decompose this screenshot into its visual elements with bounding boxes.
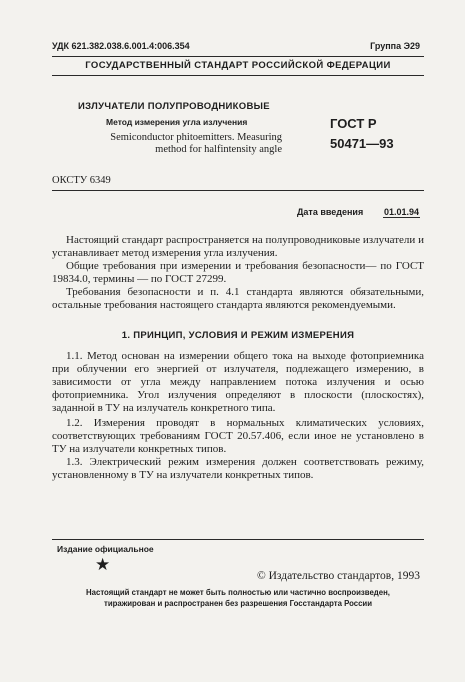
gost-label: ГОСТ Р: [330, 116, 377, 131]
header-rule-bottom: [52, 75, 424, 76]
okstu-rule: [52, 190, 424, 191]
clause-1-2: 1.2. Измерения проводят в нормальных климатических условиях, соответствующих требованиям ГОСТ 20.57.406, если иное не установлено в ТУ на излучатели конкретных типов.: [52, 417, 424, 455]
star-icon: ★: [95, 555, 111, 574]
clause-1-1: 1.1. Метод основан на измерении общего тока на выходе фотоприемника при облучении его энергией от излучателя, подлежащего измерению, в зависимости от угла между направлением потока излучения и осью фотоприемника. Угол излучения определяют в плоскости (плоскостях), заданной в ТУ на излучатель конкретного типа.: [52, 350, 424, 414]
intro-paragraph-3: Требования безопасности и п. 4.1 стандарта являются обязательными, остальные требования настоящего стандарта являются рекомендуемыми.: [52, 286, 424, 311]
okstu-code: ОКСТУ 6349: [52, 175, 111, 186]
method-title-ru: Метод измерения угла излучения: [106, 117, 248, 127]
method-title-en-line2: method for halfintensity angle: [155, 144, 282, 155]
footer-rule: [52, 539, 424, 540]
header-rule-top: [52, 56, 424, 57]
copyright: © Издательство стандартов, 1993: [256, 570, 420, 582]
date-value: 01.01.94: [384, 207, 420, 217]
udk-code: УДК 621.382.038.6.001.4:006.354: [52, 41, 190, 51]
reproduction-notice-line2: тиражирован и распространен без разрешения Госстандарта России: [104, 599, 372, 608]
date-label: Дата введения: [297, 207, 364, 217]
method-title-en-line1: Semiconductor phitoemitters. Measuring: [110, 132, 282, 143]
gost-number: 50471—93: [330, 136, 394, 151]
group-code: Группа Э29: [370, 41, 420, 51]
reproduction-notice-line1: Настоящий стандарт не может быть полностью или частично воспроизведен,: [86, 588, 390, 597]
clause-1-3: 1.3. Электрический режим измерения должен соответствовать режиму, установленному в ТУ на излучатели конкретных типов.: [52, 456, 424, 481]
section-heading: 1. ПРИНЦИП, УСЛОВИЯ И РЕЖИМ ИЗМЕРЕНИЯ: [121, 330, 355, 341]
intro-paragraph-2: Общие требования при измерении и требования безопасности— по ГОСТ 19834.0, термины — по ГОСТ 27299.: [52, 260, 424, 285]
intro-paragraph-1: Настоящий стандарт распространяется на полупроводниковые излучатели и устанавливает метод измерения угла излучения.: [52, 234, 424, 259]
org-title: ГОСУДАРСТВЕННЫЙ СТАНДАРТ РОССИЙСКОЙ ФЕДЕРАЦИИ: [85, 60, 391, 71]
document-title: ИЗЛУЧАТЕЛИ ПОЛУПРОВОДНИКОВЫЕ: [78, 101, 270, 112]
edition-label: Издание официальное: [57, 544, 154, 554]
